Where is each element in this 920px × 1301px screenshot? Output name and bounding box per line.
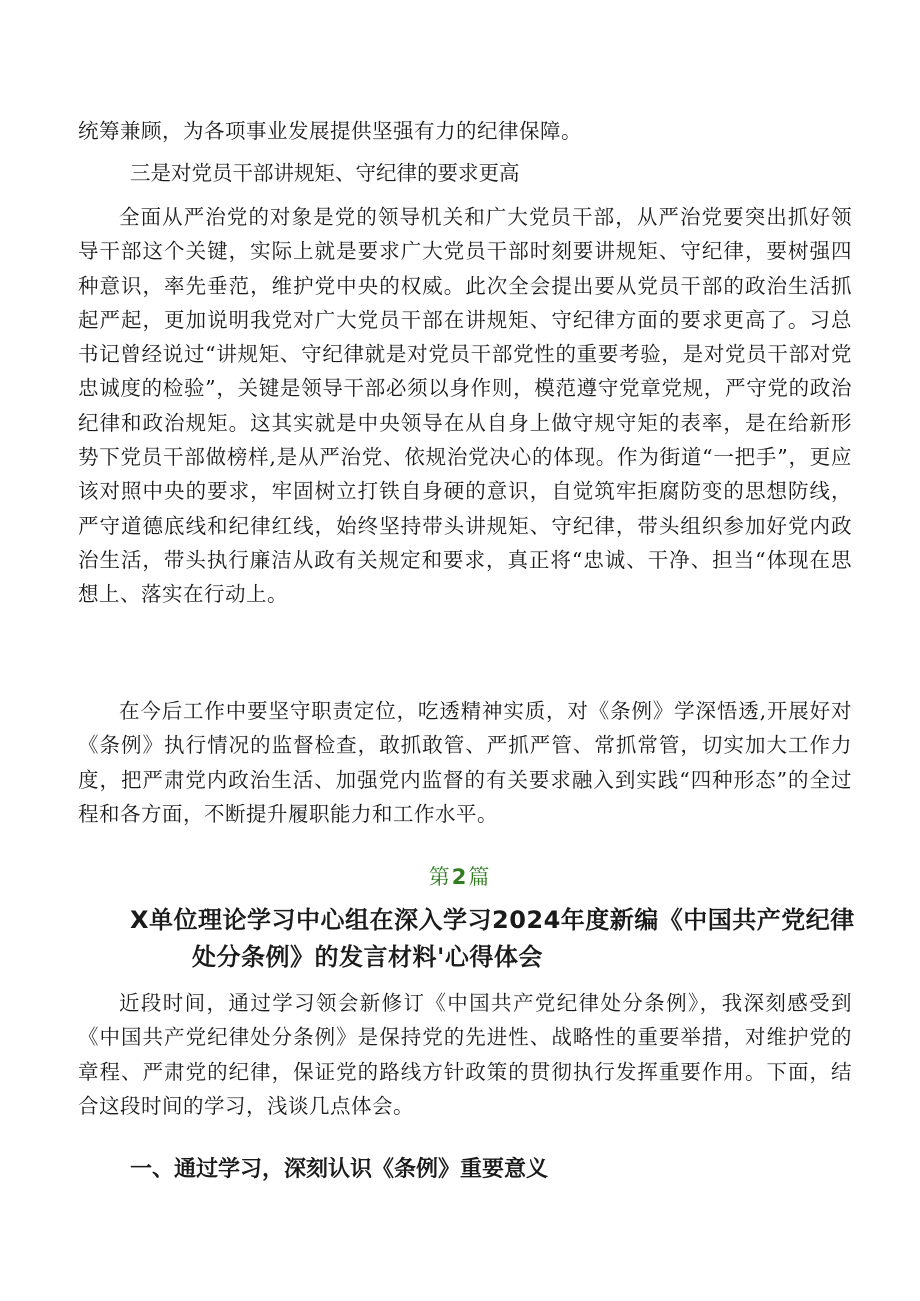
part-label-prefix: 第	[428, 865, 452, 889]
paragraph-future-work: 在今后工作中要坚守职责定位，吃透精神实质，对《条例》学深悟透,开展好对《条例》执行情况的监督检查，敢抓敢管、严抓严管、常抓常管，切实加大工作力度，把严肃党内政治生活、加强党内监督的有关要求融入到实践“四种形态”的全过程和各方面，不断提升履职能力和工作水平。	[78, 699, 852, 826]
paragraph-discipline-requirements: 全面从严治党的对象是党的领导机关和广大党员干部，从严治党要突出抓好领导干部这个关键，实际上就是要求广大党员干部时刻要讲规矩、守纪律，要树强四种意识，率先垂范，维护党中央的权威。此次全会提出要从党员干部的政治生活抓起严起，更加说明我党对广大党员干部在讲规矩、守纪律方面的要求更高了。习总书记曾经说过“讲规矩、守纪律就是对党员干部党性的重要考验，是对党员干部对党忠诚度的检验”，关键是领导干部必须以身作则，模范遵守党章党规，严守党的政治纪律和政治规矩。这其实就是中央领导在从自身上做守规守矩的表率，是在给新形势下党员干部做榜样,是从严治党、依规治党决心的体现。作为街道“一把手”，更应该对照中央的要求，牢固树立打铁自身硬的意识，自觉筑牢拒腐防变的思想防线，严守道德底线和纪律红线，始终坚持带头讲规矩、守纪律，带头组织参加好党内政治生活，带头执行廉洁从政有关规定和要求，真正将“忠诚、干净、担当“体现在思想上、落实在行动上。	[78, 205, 852, 607]
part-number: 2	[451, 865, 469, 889]
part-label	[0, 860, 920, 894]
document-title	[130, 902, 858, 976]
part-label-suffix: 篇	[468, 865, 492, 889]
paragraph-intro: 近段时间，通过学习领会新修订《中国共产党纪律处分条例》，我深刻感受到《中国共产党纪律处分条例》是保持党的先进性、战略性的重要举措，对维护党的章程、严肃党的纪律，保证党的路线方针政策的贯彻执行发挥重要作用。下面，结合这段时间的学习，浅谈几点体会。	[78, 991, 852, 1118]
section-heading-one: 一、通过学习，深刻认识《条例》重要意义	[130, 1157, 549, 1182]
title-line-2: 处分条例》的发言材料'心得体会	[192, 943, 543, 971]
paragraph-continuation: 统筹兼顾，为各项事业发展提供坚强有力的纪律保障。	[78, 119, 582, 143]
title-line-1: X单位理论学习中心组在深入学习2024年度新编《中国共产党纪律	[130, 906, 855, 934]
subheading-three: 三是对党员干部讲规矩、守纪律的要求更高	[130, 161, 520, 185]
